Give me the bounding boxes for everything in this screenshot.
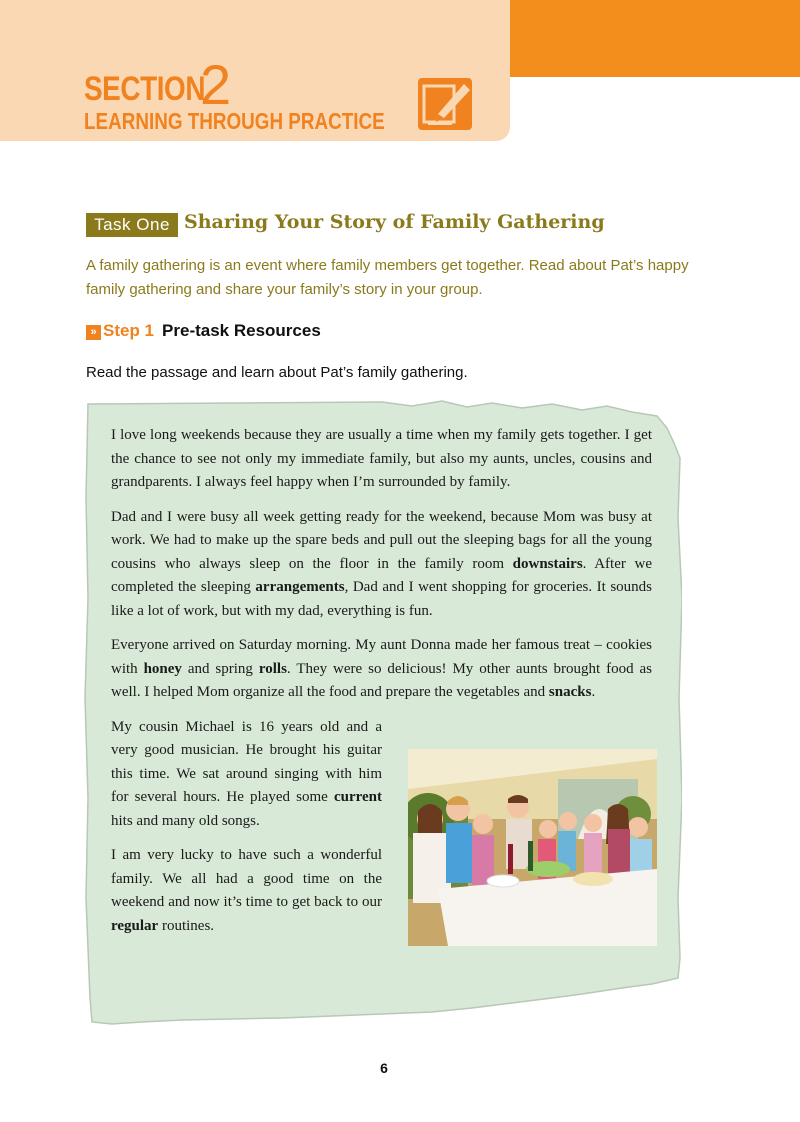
pen-writing-icon [416,76,474,132]
vocab-word: rolls [258,660,287,677]
section-subtitle: LEARNING THROUGH PRACTICE [84,108,385,134]
vocab-word: downstairs [512,555,583,572]
double-chevron-right-icon: » [86,325,101,340]
task-intro: A family gathering is an event where family members get together. Read about Pat’s happy family gathering and share your family’s story in your group. [86,257,689,298]
header-accent-block [510,0,800,77]
passage-paragraph-2: Dad and I were busy all week getting ready for the weekend, because Mom was busy at work. We had to make up the spare beds and pull out the sleeping bags for all the young cousins who always sleep on the floor in the family room downstairs. After we completed the sleeping arrangements, Dad and I went shopping for groceries. It sounds like a lot of work, but with my dad, everything is fun. [111,508,652,619]
step-heading [86,321,321,341]
section-label: SECTION [84,70,206,108]
section-number: 2 [200,53,232,116]
passage-paragraph-5: I am very lucky to have such a wonderful family. We all had a good time on the weekend and now it’s time to get back to our regular routines. [111,847,382,934]
step-label: Step 1 [103,321,155,340]
passage-paragraph-3: Everyone arrived on Saturday morning. My aunt Donna made her famous treat – cookies with honey and spring rolls. They were so delicious! My other aunts brought food as well. I helped Mom organize all the food and prepare the vegetables and snacks. [111,637,652,700]
reading-instruction: Read the passage and learn about Pat’s family gathering. [86,364,468,381]
task-badge: Task One [86,213,178,237]
vocab-word: honey [143,660,182,677]
task-title: Sharing Your Story of Family Gathering [184,211,605,233]
vocab-word: snacks [548,684,592,700]
passage-paragraph-1: I love long weekends because they are usually a time when my family gets together. I get the chance to see not only my immediate family, but also my aunts, uncles, cousins and grandparents. I always feel happy when I’m surrounded by family. [111,427,652,490]
vocab-word: current [333,789,382,805]
family-dinner-photo [408,749,657,946]
vocab-word: arrangements [255,579,345,595]
vocab-word: regular [111,917,159,934]
passage-paragraph-4: My cousin Michael is 16 years old and a very good musician. He brought his guitar this time. We sat around singing with him for several hours. He played some current hits and many old songs. [111,718,382,829]
page-number: 6 [380,1060,388,1076]
step-title: Pre-task Resources [162,321,321,340]
